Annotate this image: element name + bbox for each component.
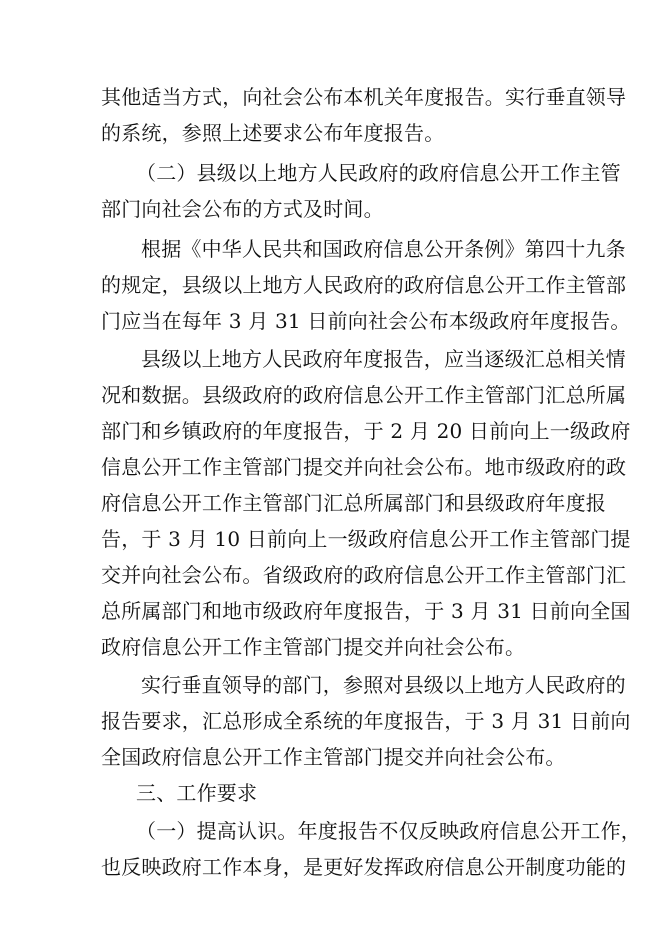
text-line: 府信息公开工作主管部门汇总所属部门和县级政府年度报 xyxy=(101,491,606,515)
text-line: 也反映政府工作本身，是更好发挥政府信息公开制度功能的 xyxy=(101,855,627,879)
paragraph-start: 实行垂直领导的部门，参照对县级以上地方人民政府的 xyxy=(141,673,626,697)
text-line: 报告要求，汇总形成全系统的年度报告，于 3 月 31 日前向 xyxy=(101,709,631,733)
section-subheading: （二）县级以上地方人民政府的政府信息公开工作主管 xyxy=(136,161,621,185)
text-line: 交并向社会公布。省级政府的政府信息公开工作主管部门汇 xyxy=(101,563,627,587)
text-line: 告，于 3 月 10 日前向上一级政府信息公开工作主管部门提 xyxy=(101,527,631,551)
text-line: 部门向社会公布的方式及时间。 xyxy=(101,197,384,221)
paragraph-start: 根据《中华人民共和国政府信息公开条例》第四十九条 xyxy=(141,237,626,261)
text-line: 政府信息公开工作主管部门提交并向社会公布。 xyxy=(101,635,526,659)
text-line: 的规定，县级以上地方人民政府的政府信息公开工作主管部 xyxy=(101,273,627,297)
text-line: 总所属部门和地市级政府年度报告，于 3 月 31 日前向全国 xyxy=(101,599,631,623)
text-line: 部门和乡镇政府的年度报告，于 2 月 20 日前向上一级政府 xyxy=(101,419,631,443)
text-line: 全国政府信息公开工作主管部门提交并向社会公布。 xyxy=(101,745,566,769)
section-subheading: （一）提高认识。年度报告不仅反映政府信息公开工作， xyxy=(136,819,641,843)
section-heading: 三、工作要求 xyxy=(136,781,258,805)
text-line: 门应当在每年 3 月 31 日前向社会公布本级政府年度报告。 xyxy=(101,309,631,333)
paragraph-start: 县级以上地方人民政府年度报告，应当逐级汇总相关情 xyxy=(141,347,626,371)
text-line: 其他适当方式，向社会公布本机关年度报告。实行垂直领导 xyxy=(101,85,627,109)
text-line: 信息公开工作主管部门提交并向社会公布。地市级政府的政 xyxy=(101,455,627,479)
text-line: 况和数据。县级政府的政府信息公开工作主管部门汇总所属 xyxy=(101,383,627,407)
text-line: 的系统，参照上述要求公布年度报告。 xyxy=(101,121,445,145)
